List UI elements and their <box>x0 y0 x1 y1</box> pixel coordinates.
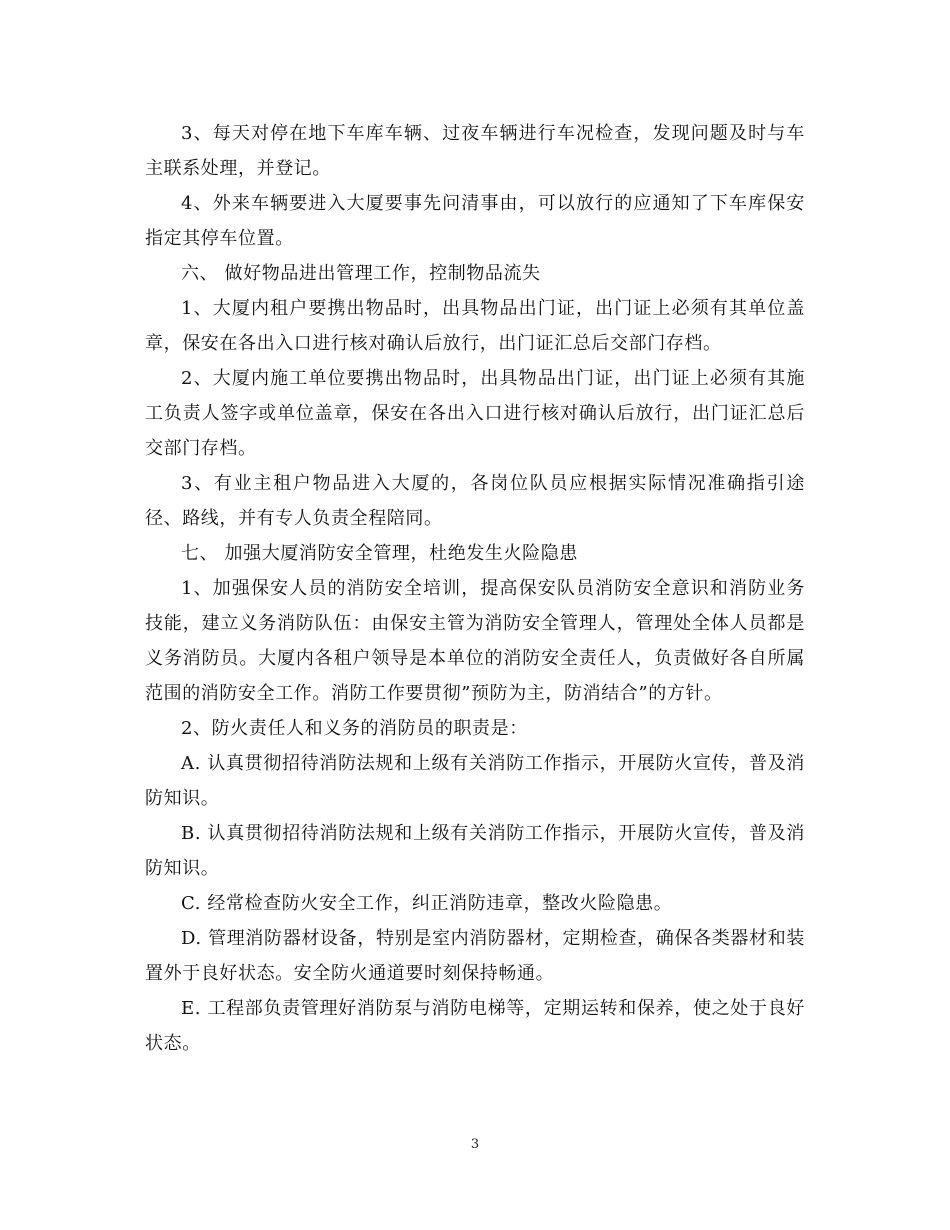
list-item-duty-a: A. 认真贯彻招待消防法规和上级有关消防工作指示，开展防火宣传，普及消防知识。 <box>145 753 805 809</box>
paragraph-visitor-vehicles: 4、外来车辆要进入大厦要事先问清事由，可以放行的应通知了下车库保安指定其停车位置。 <box>145 193 805 249</box>
list-item-duty-c: C. 经常检查防火安全工作，纠正消防违章，整改火险隐患。 <box>181 893 673 914</box>
paragraph-contractor-goods-out: 2、大厦内施工单位要携出物品时，出具物品出门证，出门证上必须有其施工负责人签字或单位盖章，保安在各出入口进行核对确认后放行，出门证汇总后交部门存档。 <box>145 368 805 459</box>
list-item-duty-e: E. 工程部负责管理好消防泵与消防电梯等，定期运转和保养，使之处于良好状态。 <box>145 998 805 1054</box>
document-body <box>145 116 805 1061</box>
paragraph-fire-training: 1、加强保安人员的消防安全培训，提高保安队员消防安全意识和消防业务技能，建立义务消防队伍：由保安主管为消防安全管理人，管理处全体人员都是义务消防员。大厦内各租户领导是本单位的消防安全责任人，负责做好各自所属范围的消防安全工作。消防工作要贯彻”预防为主，防消结合”的方针。 <box>145 578 805 704</box>
paragraph-tenant-goods-out: 1、大厦内租户要携出物品时，出具物品出门证，出门证上必须有其单位盖章，保安在各出入口进行核对确认后放行，出门证汇总后交部门存档。 <box>145 298 805 354</box>
paragraph-fire-duties-intro: 2、防火责任人和义务的消防员的职责是： <box>181 718 528 739</box>
section-heading-goods-management: 六、 做好物品进出管理工作，控制物品流失 <box>181 263 541 284</box>
section-heading-fire-safety: 七、 加强大厦消防安全管理，杜绝发生火险隐患 <box>181 543 578 564</box>
page-number: 3 <box>470 1137 480 1152</box>
list-item-duty-b: B. 认真贯彻招待消防法规和上级有关消防工作指示，开展防火宣传，普及消防知识。 <box>145 823 805 879</box>
paragraph-vehicle-inspection: 3、每天对停在地下车库车辆、过夜车辆进行车况检查，发现问题及时与车主联系处理，并登记。 <box>145 123 805 179</box>
paragraph-goods-in: 3、有业主租户物品进入大厦的，各岗位队员应根据实际情况准确指引途径、路线，并有专人负责全程陪同。 <box>145 473 805 529</box>
list-item-duty-d: D. 管理消防器材设备，特别是室内消防器材，定期检查，确保各类器材和装置外于良好状态。安全防火通道要时刻保持畅通。 <box>145 928 805 984</box>
